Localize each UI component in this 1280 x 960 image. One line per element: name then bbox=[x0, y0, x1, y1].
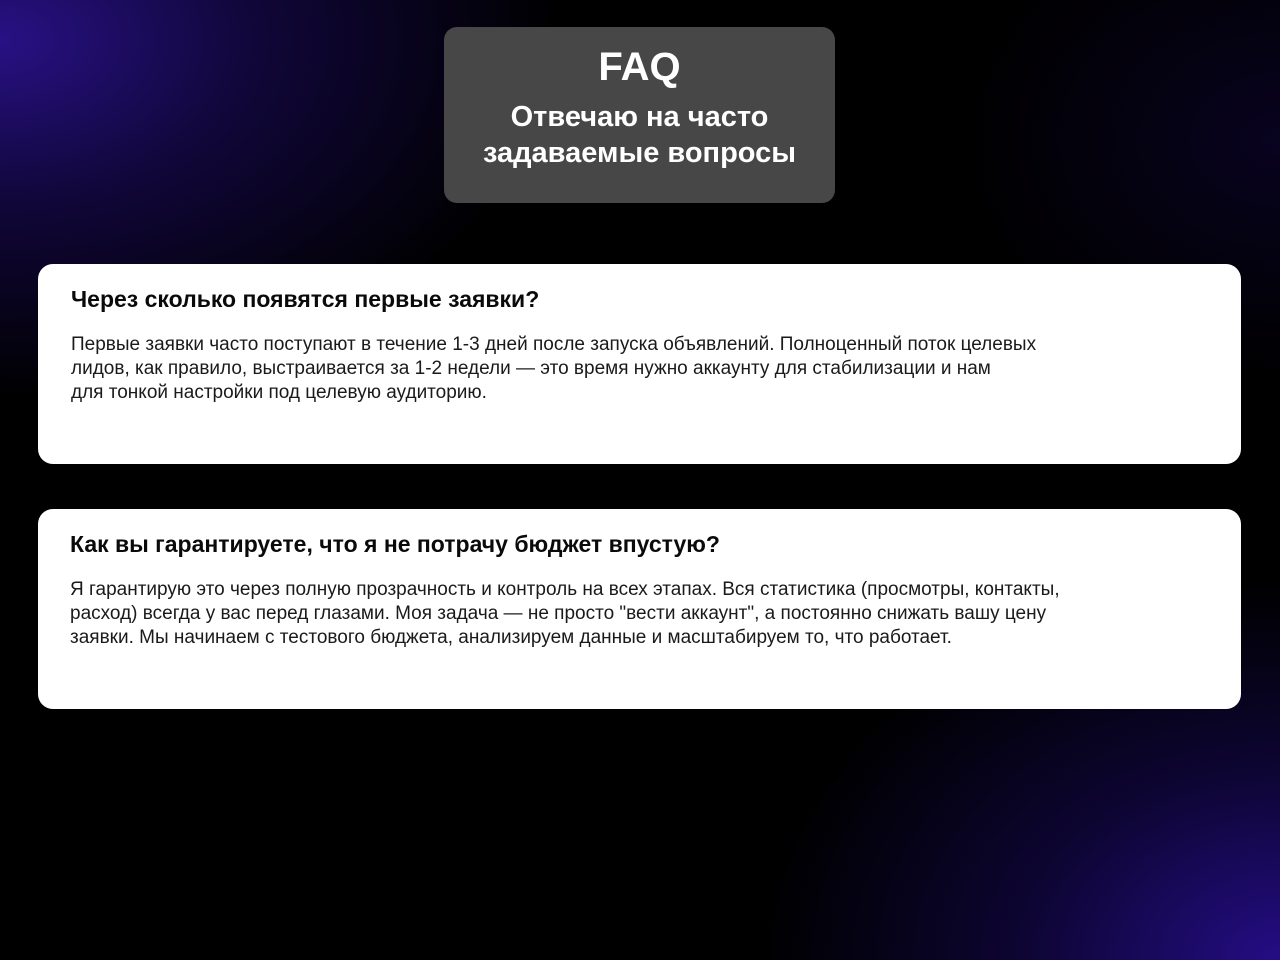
faq-header-card bbox=[444, 27, 835, 203]
faq-answer-line: для тонкой настройки под целевую аудиторию. bbox=[71, 382, 487, 403]
page-subtitle-line: Отвечаю на часто bbox=[510, 101, 769, 133]
faq-answer-line: Первые заявки часто поступают в течение 1-3 дней после запуска объявлений. Полноценный поток целевых bbox=[71, 334, 1037, 355]
faq-answer-line: расход) всегда у вас перед глазами. Моя задача — не просто "вести аккаунт", а постоянно снижать вашу цену bbox=[70, 603, 1047, 624]
faq-answer-line: лидов, как правило, выстраивается за 1-2 недели — это время нужно аккаунту для стабилизации и нам bbox=[71, 358, 991, 379]
faq-answer bbox=[70, 578, 1201, 650]
faq-answer-line: Я гарантирую это через полную прозрачность и контроль на всех этапах. Вся статистика (просмотры, контакты, bbox=[70, 579, 1060, 600]
page-subtitle bbox=[454, 99, 825, 171]
page-subtitle-line: задаваемые вопросы bbox=[482, 137, 797, 169]
page-title: FAQ bbox=[598, 45, 681, 89]
faq-question: Через сколько появятся первые заявки? bbox=[71, 286, 540, 312]
faq-question: Как вы гарантируете, что я не потрачу бюджет впустую? bbox=[70, 531, 720, 557]
faq-answer bbox=[71, 333, 1201, 405]
faq-item bbox=[38, 264, 1241, 464]
faq-answer-line: заявки. Мы начинаем с тестового бюджета, анализируем данные и масштабируем то, что работает. bbox=[70, 627, 952, 648]
faq-item bbox=[38, 509, 1241, 709]
